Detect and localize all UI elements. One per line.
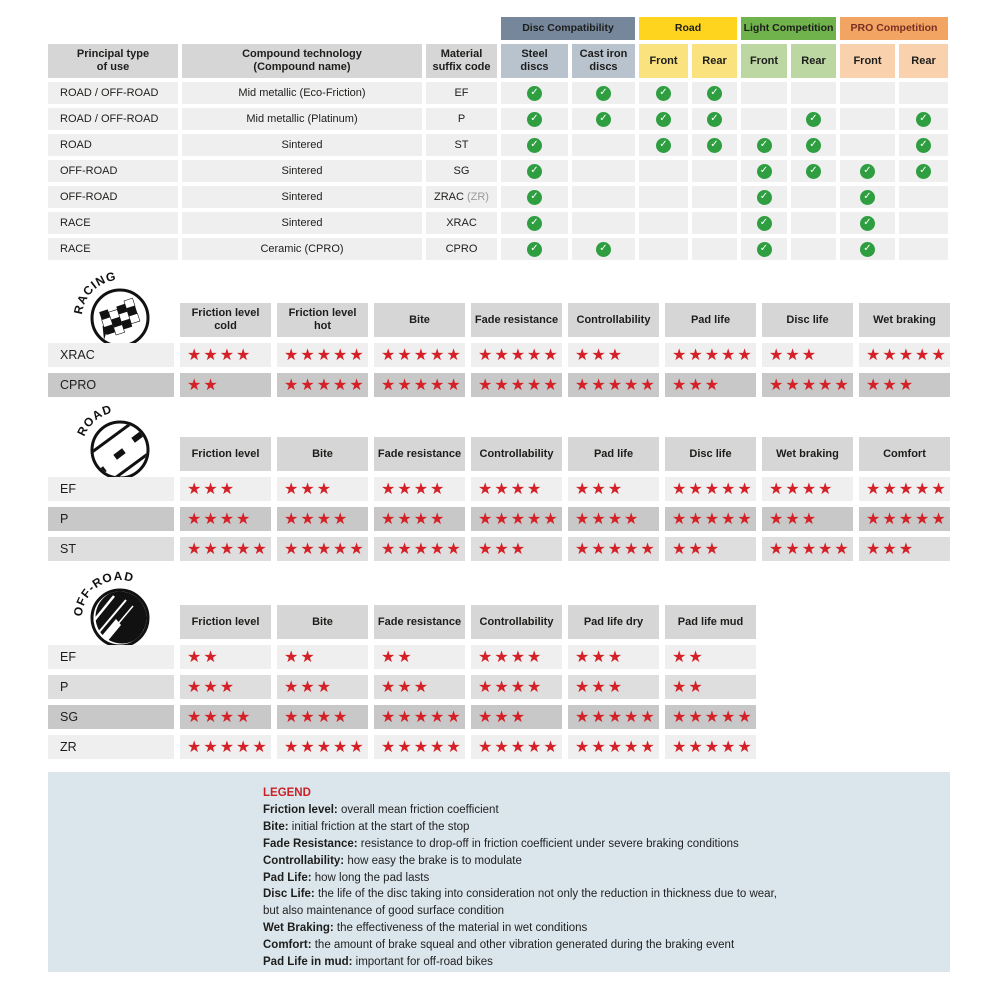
check-cell [501,212,568,234]
check-cell [692,108,737,130]
technology-cell: Sintered [182,160,422,182]
star-rating: ★★★★★ [665,343,756,367]
check-icon: ✓ [707,112,722,127]
check-cell [692,212,737,234]
star-rating: ★★★ [568,477,659,501]
star-rating: ★★★ [471,705,562,729]
compound-label: ST [48,537,174,561]
star-rating: ★★★★ [471,645,562,669]
sub-column-header: Front [639,44,688,78]
star-rating: ★★★★★ [180,537,271,561]
star-rating: ★★★★★ [277,343,368,367]
offroad-ratings-table [48,605,756,759]
technology-cell: Ceramic (CPRO) [182,238,422,260]
check-icon: ✓ [757,164,772,179]
technology-cell: Sintered [182,186,422,208]
check-icon: ✓ [757,242,772,257]
rating-column-header: Wet braking [762,437,853,471]
check-cell [741,160,787,182]
check-cell [572,108,635,130]
star-rating: ★★★ [665,537,756,561]
rating-column-header: Pad life [568,437,659,471]
check-icon: ✓ [806,164,821,179]
star-rating: ★★★★★ [665,507,756,531]
legend-entry: Controllability: how easy the brake is to modulate [263,854,522,867]
use-cell: ROAD / OFF-ROAD [48,108,178,130]
star-rating: ★★ [180,373,271,397]
check-cell [501,160,568,182]
column-header: Material suffix code [426,44,497,78]
star-rating: ★★★★★ [374,735,465,759]
racing-ratings-table [48,303,950,397]
technology-cell: Mid metallic (Platinum) [182,108,422,130]
compatibility-table [48,17,948,260]
code-cell: P [426,108,497,130]
star-rating: ★★★★★ [665,477,756,501]
star-rating: ★★★★ [471,675,562,699]
check-icon: ✓ [757,138,772,153]
legend-entries [263,802,940,971]
rating-column-header: Bite [277,437,368,471]
check-cell [501,108,568,130]
check-cell [899,82,948,104]
check-cell [572,82,635,104]
star-rating: ★★ [665,675,756,699]
check-icon: ✓ [596,242,611,257]
star-rating: ★★★ [859,373,950,397]
star-rating: ★★★★★ [762,373,853,397]
star-rating: ★★★★ [180,705,271,729]
code-cell: SG [426,160,497,182]
check-cell [840,238,895,260]
star-rating: ★★★★★ [568,705,659,729]
check-icon: ✓ [527,112,542,127]
check-cell [840,82,895,104]
rating-column-header: Disc life [665,437,756,471]
check-icon: ✓ [707,86,722,101]
code-cell: EF [426,82,497,104]
check-cell [899,238,948,260]
sub-column-header: Front [741,44,787,78]
star-rating: ★★★★ [762,477,853,501]
check-icon: ✓ [596,112,611,127]
star-rating: ★★★★★ [180,735,271,759]
rating-column-header: Bite [374,303,465,337]
star-rating: ★★★★★ [568,373,659,397]
technology-cell: Sintered [182,212,422,234]
check-cell [572,186,635,208]
compound-label: P [48,675,174,699]
use-cell: ROAD / OFF-ROAD [48,82,178,104]
star-rating: ★★★ [762,507,853,531]
check-icon: ✓ [707,138,722,153]
rating-column-header: Controllability [471,437,562,471]
code-cell: XRAC [426,212,497,234]
use-cell: ROAD [48,134,178,156]
compound-label: P [48,507,174,531]
check-icon: ✓ [860,190,875,205]
check-icon: ✓ [527,138,542,153]
legend-entry: Fade Resistance: resistance to drop-off in friction coefficient under severe braking conditions [263,837,739,850]
star-rating: ★★★★★ [374,705,465,729]
legend-title: LEGEND [263,787,311,799]
check-cell [899,108,948,130]
check-icon: ✓ [860,242,875,257]
legend-entry: but also maintenance of good surface condition [263,905,505,918]
compound-label: CPRO [48,373,174,397]
rating-column-header: Pad life mud [665,605,756,639]
star-rating: ★★★★★ [859,507,950,531]
check-cell [741,212,787,234]
check-cell [741,108,787,130]
check-icon: ✓ [916,164,931,179]
check-cell [572,238,635,260]
star-rating: ★★★★ [180,507,271,531]
group-header-0: Disc Compatibility [501,17,635,40]
check-icon: ✓ [860,216,875,231]
legend-entry: Bite: initial friction at the start of the stop [263,820,470,833]
legend-entry: Wet Braking: the effectiveness of the material in wet conditions [263,922,588,935]
check-icon: ✓ [527,242,542,257]
check-cell [791,212,836,234]
star-rating: ★★★ [859,537,950,561]
rating-column-header: Controllability [471,605,562,639]
svg-text:OFF-ROAD: OFF-ROAD [70,568,136,618]
check-cell [692,238,737,260]
check-cell [791,238,836,260]
check-cell [741,82,787,104]
check-cell [501,238,568,260]
star-rating: ★★★★ [471,477,562,501]
check-cell [791,82,836,104]
column-header: Principal type of use [48,44,178,78]
check-icon: ✓ [527,216,542,231]
star-rating: ★★★★★ [471,373,562,397]
star-rating: ★★★★★ [374,537,465,561]
check-cell [791,134,836,156]
check-icon: ✓ [916,138,931,153]
star-rating: ★★★ [277,477,368,501]
rating-column-header: Friction level [180,437,271,471]
star-rating: ★★★ [180,477,271,501]
star-rating: ★★★★★ [277,735,368,759]
star-rating: ★★★★★ [568,735,659,759]
rating-column-header: Wet braking [859,303,950,337]
check-cell [572,212,635,234]
check-cell [692,134,737,156]
rating-column-header: Friction level cold [180,303,271,337]
compound-label: SG [48,705,174,729]
use-cell: RACE [48,238,178,260]
check-cell [572,160,635,182]
legend-entry: Friction level: overall mean friction coefficient [263,803,499,816]
check-icon: ✓ [757,190,772,205]
check-cell [899,186,948,208]
technology-cell: Sintered [182,134,422,156]
star-rating: ★★★★★ [471,343,562,367]
check-icon: ✓ [656,112,671,127]
check-cell [741,238,787,260]
star-rating: ★★★★★ [665,705,756,729]
legend-entry: Comfort: the amount of brake squeal and other vibration generated during the braking event [263,939,735,952]
star-rating: ★★★ [374,675,465,699]
rating-column-header: Pad life [665,303,756,337]
check-cell [840,108,895,130]
check-cell [840,160,895,182]
star-rating: ★★★★★ [374,373,465,397]
star-rating: ★★★ [180,675,271,699]
star-rating: ★★★★★ [277,373,368,397]
check-icon: ✓ [916,112,931,127]
check-cell [572,134,635,156]
star-rating: ★★ [180,645,271,669]
check-cell [840,186,895,208]
star-rating: ★★★★★ [471,735,562,759]
star-rating: ★★★★ [277,705,368,729]
check-cell [741,134,787,156]
check-cell [501,186,568,208]
star-rating: ★★★★★ [665,735,756,759]
sub-column-header: Rear [899,44,948,78]
group-header-1: Road [639,17,737,40]
legend-entry: Disc Life: the life of the disc taking into consideration not only the reduction in thickness due to wear, [263,888,777,901]
check-cell [840,134,895,156]
rating-column-header: Friction level [180,605,271,639]
check-icon: ✓ [527,164,542,179]
group-header-2: Light Competition [741,17,836,40]
check-cell [692,160,737,182]
check-icon: ✓ [527,190,542,205]
rating-column-header: Disc life [762,303,853,337]
rating-column-header: Pad life dry [568,605,659,639]
check-cell [899,160,948,182]
check-icon: ✓ [656,86,671,101]
check-cell [791,108,836,130]
star-rating: ★★★★ [374,507,465,531]
sub-column-header: Rear [791,44,836,78]
star-rating: ★★★★★ [762,537,853,561]
check-cell [639,160,688,182]
check-cell [791,160,836,182]
column-header: Compound technology (Compound name) [182,44,422,78]
star-rating: ★★★★★ [277,537,368,561]
check-cell [692,82,737,104]
rating-column-header: Fade resistance [374,437,465,471]
sub-column-header: Front [840,44,895,78]
star-rating: ★★★★ [277,507,368,531]
group-header-3: PRO Competition [840,17,948,40]
check-cell [840,212,895,234]
star-rating: ★★★ [762,343,853,367]
star-rating: ★★★★ [374,477,465,501]
check-cell [639,238,688,260]
use-cell: RACE [48,212,178,234]
sub-column-header: Rear [692,44,737,78]
rating-column-header: Fade resistance [374,605,465,639]
sub-column-header: Cast iron discs [572,44,635,78]
star-rating: ★★★ [471,537,562,561]
star-rating: ★★★ [568,343,659,367]
rating-column-header: Comfort [859,437,950,471]
code-cell: CPRO [426,238,497,260]
check-cell [639,82,688,104]
road-ratings-table [48,437,950,561]
use-cell: OFF-ROAD [48,186,178,208]
star-rating: ★★★ [568,675,659,699]
check-cell [639,212,688,234]
check-icon: ✓ [806,138,821,153]
compound-label: EF [48,477,174,501]
rating-column-header: Friction level hot [277,303,368,337]
check-cell [692,186,737,208]
legend-text [48,772,950,971]
star-rating: ★★★★★ [568,537,659,561]
code-cell: ZRAC (ZR) [426,186,497,208]
compound-label: XRAC [48,343,174,367]
compound-label: ZR [48,735,174,759]
check-cell [639,108,688,130]
legend-entry: Pad Life in mud: important for off-road bikes [263,956,493,969]
check-cell [639,134,688,156]
legend-box [48,772,950,972]
check-cell [639,186,688,208]
rating-column-header: Fade resistance [471,303,562,337]
legend-entry: Pad Life: how long the pad lasts [263,871,430,884]
star-rating: ★★★★ [180,343,271,367]
star-rating: ★★★★ [568,507,659,531]
star-rating: ★★★★★ [859,343,950,367]
star-rating: ★★★ [568,645,659,669]
check-cell [899,134,948,156]
svg-text:RACING: RACING [71,269,118,316]
technology-cell: Mid metallic (Eco-Friction) [182,82,422,104]
check-icon: ✓ [596,86,611,101]
star-rating: ★★ [374,645,465,669]
check-cell [501,82,568,104]
check-icon: ✓ [656,138,671,153]
star-rating: ★★ [665,645,756,669]
check-icon: ✓ [757,216,772,231]
check-cell [741,186,787,208]
code-cell: ST [426,134,497,156]
star-rating: ★★★★★ [374,343,465,367]
check-icon: ✓ [860,164,875,179]
compound-label: EF [48,645,174,669]
star-rating: ★★★ [665,373,756,397]
star-rating: ★★★★★ [471,507,562,531]
star-rating: ★★ [277,645,368,669]
check-icon: ✓ [527,86,542,101]
svg-text:ROAD: ROAD [74,401,114,439]
star-rating: ★★★★★ [859,477,950,501]
check-cell [791,186,836,208]
sub-column-header: Steel discs [501,44,568,78]
rating-column-header: Controllability [568,303,659,337]
check-cell [501,134,568,156]
use-cell: OFF-ROAD [48,160,178,182]
rating-column-header: Bite [277,605,368,639]
check-cell [899,212,948,234]
check-icon: ✓ [806,112,821,127]
star-rating: ★★★ [277,675,368,699]
